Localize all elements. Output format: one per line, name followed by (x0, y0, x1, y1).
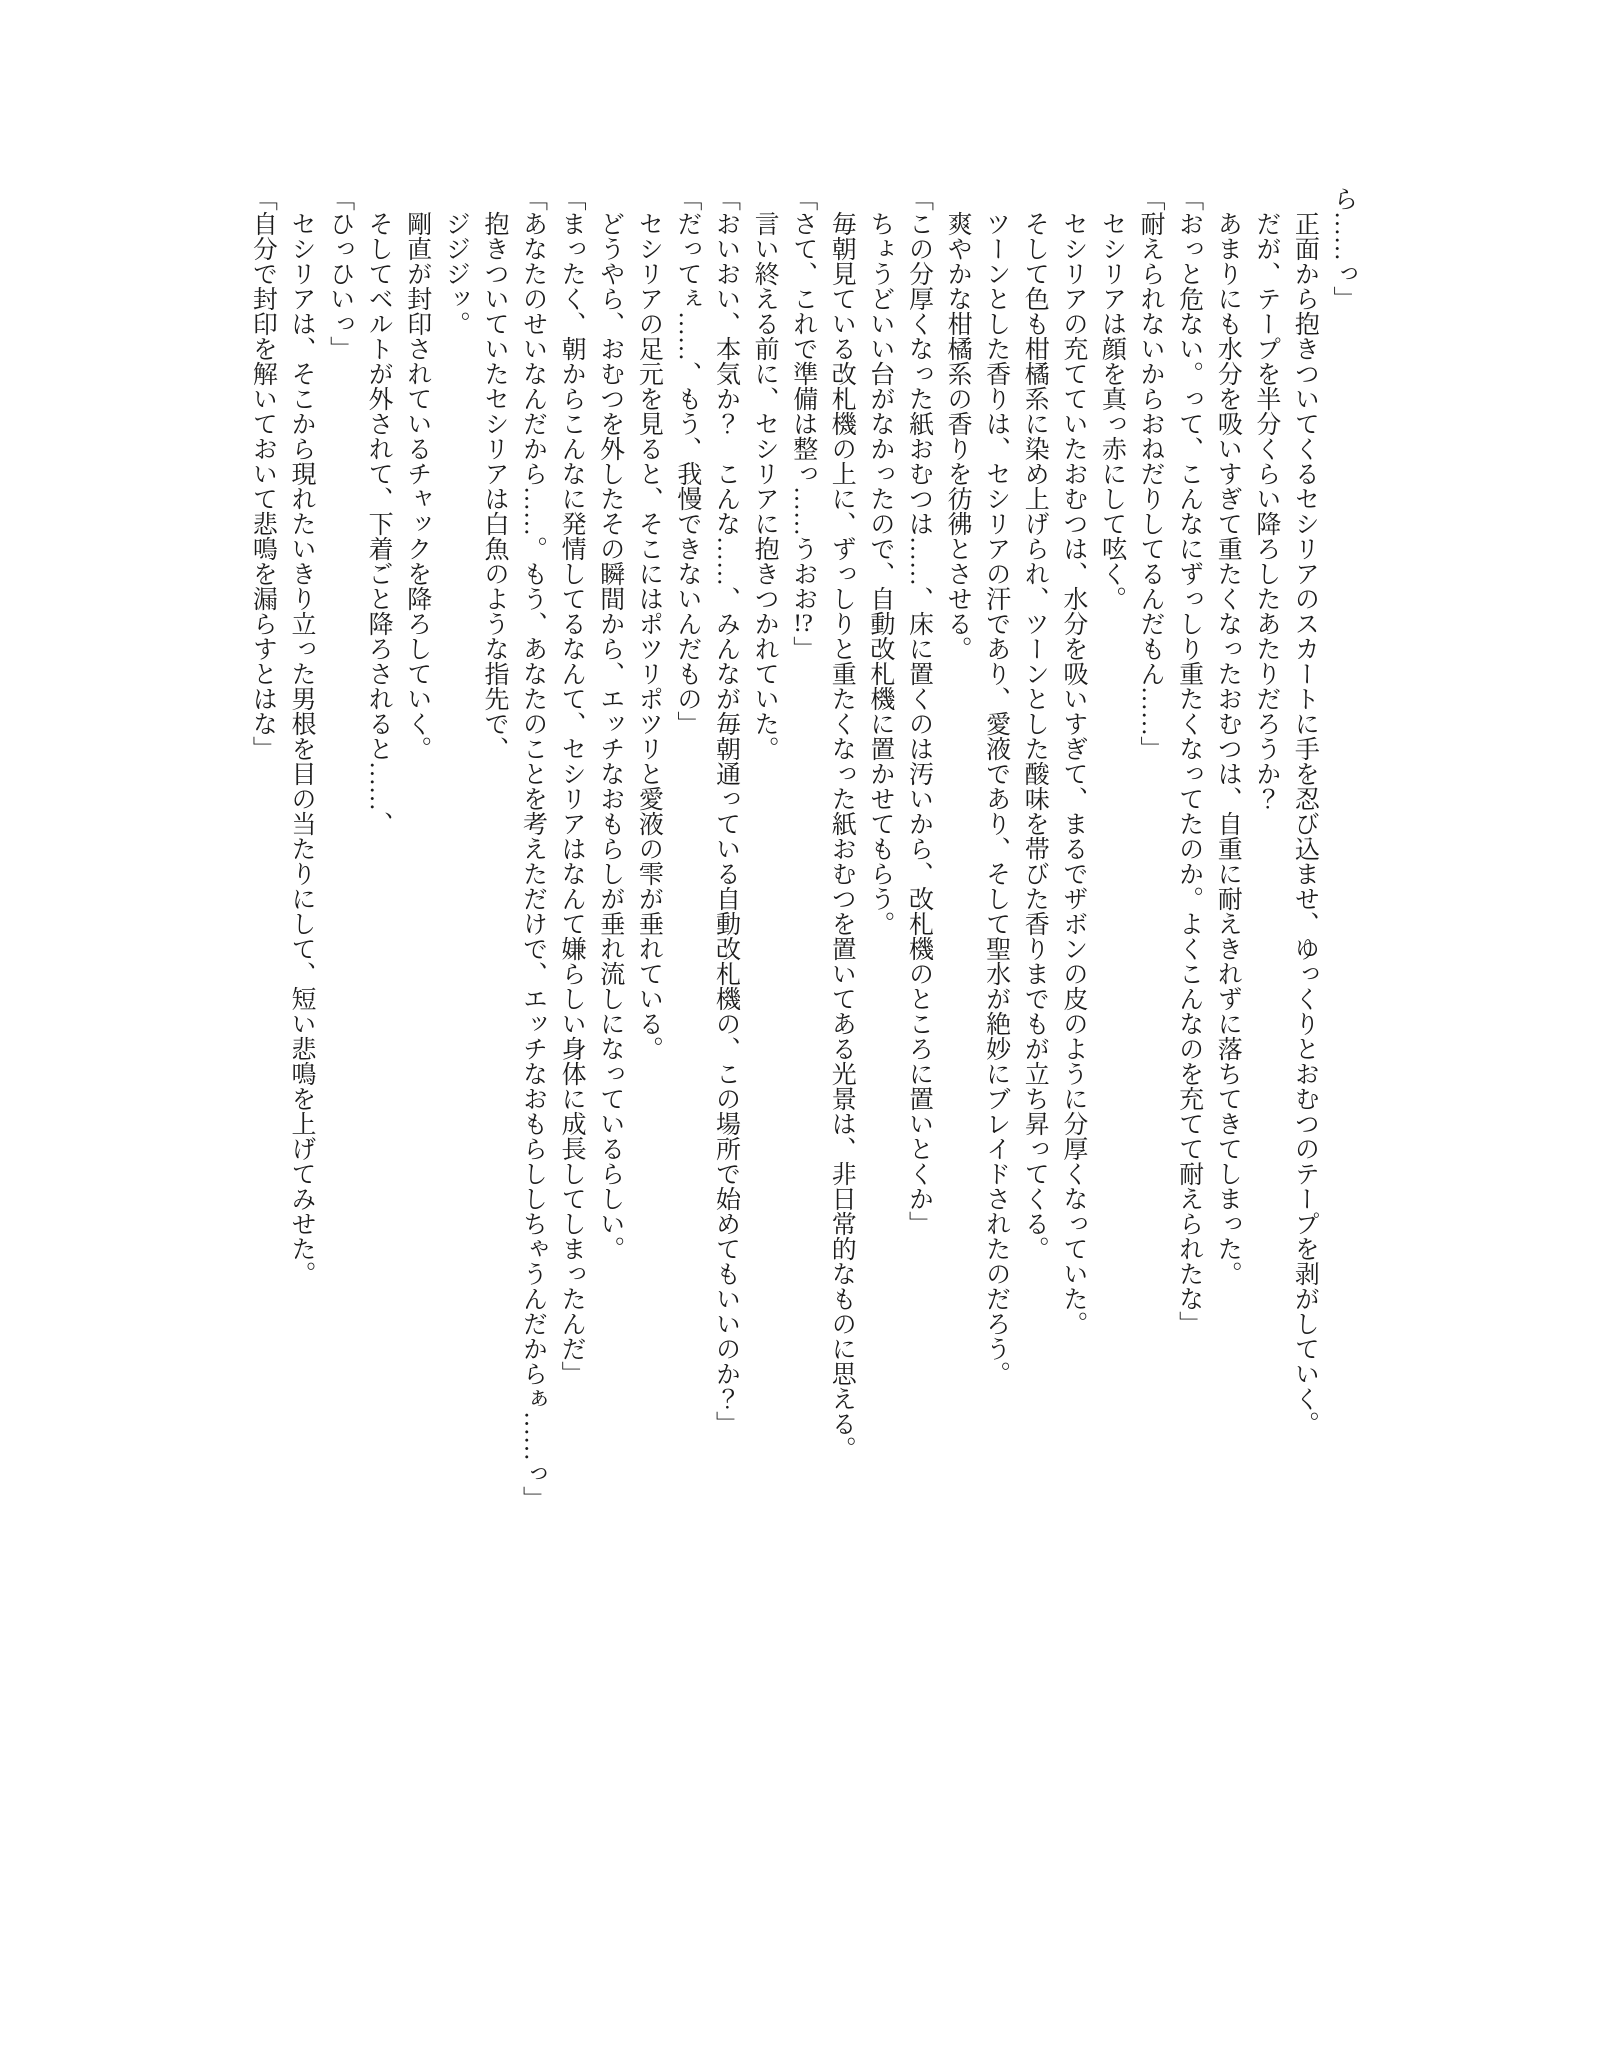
text-line-4: あまりにも水分を吸いすぎて重たくなったおむつは、自重に耐えきれずに落ちてきてしまった。 (1214, 211, 1242, 1286)
text-line-1: ら……っ」 (1330, 186, 1357, 311)
text-line-16: 言い終える前に、セシリアに抱きつかれていた。 (751, 211, 779, 761)
tatechuyoko-exclamation-question: !? (793, 611, 813, 636)
text-line-14: 毎朝見ている改札機の上に、ずっしりと重たくなった紙おむつを置いてある光景は、非日常的なものに思える。 (828, 211, 856, 1461)
text-line-9: そして色も柑橘系に染め上げられ、ツーンとした酸味を帯びた香りまでもが立ち昇ってくる。 (1021, 211, 1049, 1261)
text-line-18: 「だってぇ……、もう、我慢できないんだもの」 (673, 186, 701, 736)
text-line-15: 「さて、これで準備は整っ……うおお!?」 (789, 186, 817, 661)
text-line-29: 「自分で封印を解いておいて悲鳴を漏らすとはな」 (249, 186, 277, 761)
text-line-6: 「耐えられないからおねだりしてるんだもん……」 (1137, 186, 1165, 761)
text-line-21: 「まったく、朝からこんなに発情してるなんて、セシリアはなんて嫌らしい身体に成長してしまったんだ」 (558, 186, 586, 1386)
text-line-19: セシリアの足元を見ると、そこにはポツリポツリと愛液の雫が垂れている。 (635, 211, 663, 1061)
text-line-22: 「あなたのせいなんだから……。もう、あなたのことを考えただけで、エッチなおもらししちゃうんだからぁ……っ」 (519, 186, 547, 1511)
text-line-7: セシリアは顔を真っ赤にして呟く。 (1098, 211, 1126, 611)
text-line-24: ジジジッ。 (442, 211, 470, 336)
text-line-28: セシリアは、そこから現れたいきり立った男根を目の当たりにして、短い悲鳴を上げてみせた。 (287, 211, 315, 1286)
text-line-13: ちょうどいい台がなかったので、自動改札機に置かせてもらう。 (866, 211, 894, 936)
text-line-11: 爽やかな柑橘系の香りを彷彿とさせる。 (944, 211, 972, 661)
text-line-17: 「おいおい、本気か？ こんな……、みんなが毎朝通っている自動改札機の、この場所で始めてもいいのか？」 (712, 186, 740, 1436)
text-line-20: どうやら、おむつを外したその瞬間から、エッチなおもらしが垂れ流しになっているらしい。 (596, 211, 624, 1261)
novel-text-block (240, 186, 1362, 1546)
text-line-27: 「ひっひいっ」 (326, 186, 354, 361)
text-line-23: 抱きついていたセシリアは白魚のような指先で、 (480, 211, 508, 761)
text-line-10: ツーンとした香りは、セシリアの汗であり、愛液であり、そして聖水が絶妙にブレイドされたのだろう。 (982, 211, 1010, 1386)
text-line-26: そしてベルトが外されて、下着ごと降ろされると……、 (365, 211, 393, 836)
text-line-2: 正面から抱きついてくるセシリアのスカートに手を忍び込ませ、ゆっくりとおむつのテープを剥がしていく。 (1291, 211, 1319, 1436)
text-line-8: セシリアの充てていたおむつは、水分を吸いすぎて、まるでザボンの皮のように分厚くなっていた。 (1059, 211, 1087, 1336)
text-line-3: だが、テープを半分くらい降ろしたあたりだろうか？ (1252, 211, 1280, 811)
text-line-25: 剛直が封印されているチャックを降ろしていく。 (403, 211, 431, 761)
text-line-12: 「この分厚くなった紙おむつは……、床に置くのは汚いから、改札機のところに置いとくか」 (905, 186, 933, 1236)
text-line-5: 「おっと危ない。って、こんなにずっしり重たくなってたのか。よくこんなのを充てて耐えられたな」 (1175, 186, 1203, 1336)
